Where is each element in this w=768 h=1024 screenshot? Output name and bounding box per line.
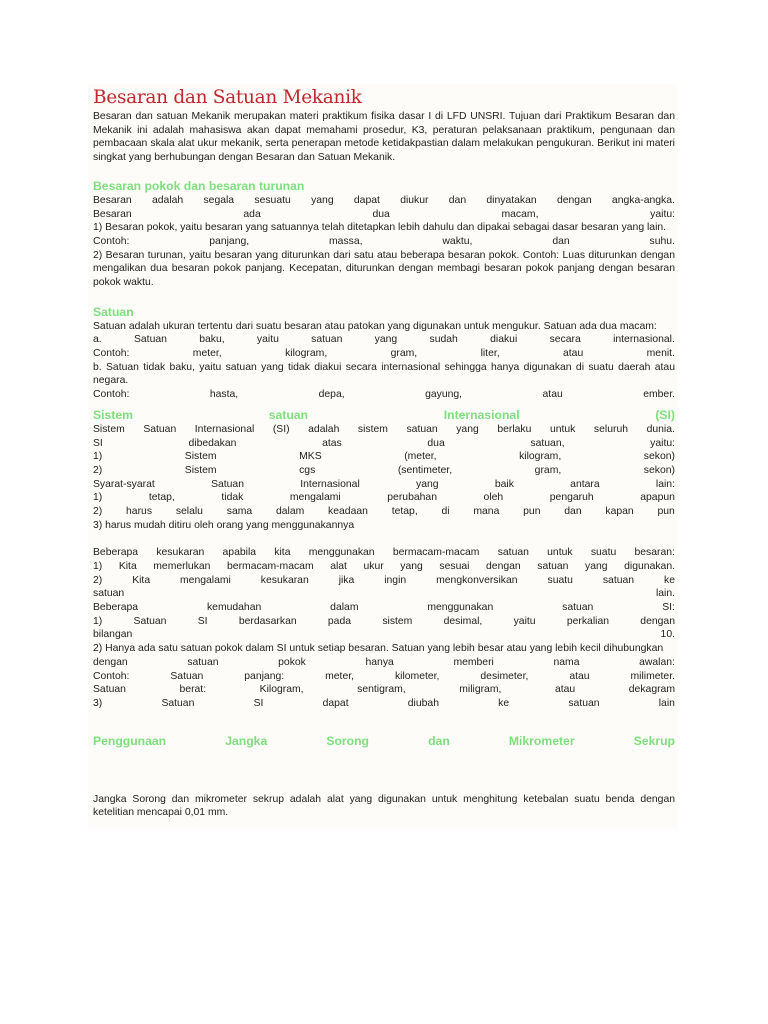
word: SI: <box>662 602 675 614</box>
word: satuan <box>311 334 343 346</box>
word: mana <box>473 505 500 517</box>
word: Besaran <box>93 194 132 206</box>
word: Satuan <box>133 334 167 346</box>
satuan-tidak-baku-paragraph: b. Satuan tidak baku, yaitu satuan yang tidak diakui secara internasional sehingga hanya digunakan di suatu daerah atau negara. <box>93 361 675 387</box>
word: dua <box>427 437 445 449</box>
word: dalam <box>275 505 305 517</box>
word: dengan <box>486 561 521 573</box>
word: kita <box>274 547 291 559</box>
word: alat <box>330 561 347 573</box>
word: atau <box>569 670 590 682</box>
text-line <box>93 347 675 361</box>
intro-paragraph: Besaran dan satuan Mekanik merupakan materi praktikum fisika dasar I di LFD UNSRI. Tujuan dari Praktikum Besaran dan Mekanik ini adalah mahasiswa akan dapat memahami prosedur, K3, peraturan pelaksanaan praktikum, pengunaan dan pembacaan skala alat ukur mekanik, serta penerapan metode ketidakpastian dalam melakukan pengukuran. Berikut ini materi singkat yang berhubungan dengan Besaran dan Satuan Mekanik. <box>93 111 675 164</box>
word: selalu <box>175 505 203 517</box>
word: panjang: <box>244 670 285 682</box>
text-line <box>93 491 675 505</box>
besaran-turunan-paragraph: 2) Besaran turunan, yaitu besaran yang diturunkan dari satu atau beberapa besaran pokok. Contoh: Luas diturunkan dengan mengalikan dua besaran pokok panjang. Kecepatan, diturunkan dengan membagi besaran pokok panjang dengan besaran pokok waktu. <box>93 249 675 288</box>
heading-word: Internasional <box>443 407 520 422</box>
word: diakui <box>490 334 518 346</box>
heading-si <box>93 408 675 423</box>
word: satuan <box>602 574 635 586</box>
word: atau <box>542 389 563 401</box>
word: yaitu: <box>650 208 675 220</box>
word: kapan <box>605 505 634 517</box>
word: yang <box>416 478 439 490</box>
word: tidak <box>221 492 244 504</box>
word: berlaku <box>497 423 532 435</box>
text-line <box>93 628 675 642</box>
word: suatu <box>590 547 617 559</box>
word: ukur <box>363 561 384 573</box>
si-lines-2 <box>93 546 675 710</box>
word: Besaran <box>93 208 132 220</box>
text-line: 3) harus mudah ditiru oleh orang yang menggunakannya <box>93 519 355 531</box>
word: meter, <box>325 670 354 682</box>
word: satuan <box>537 561 569 573</box>
word: segala <box>203 194 235 206</box>
word: mengkonversikan <box>436 574 518 586</box>
word: diukur <box>400 194 429 206</box>
word: dengan <box>640 615 675 627</box>
besaran-lines <box>93 194 675 249</box>
word: satuan, <box>530 437 565 449</box>
word: nama <box>553 656 580 668</box>
word: apabila <box>222 547 257 559</box>
word: dunia. <box>646 423 675 435</box>
heading-word: Sorong <box>326 733 369 748</box>
word: satuan <box>497 547 529 559</box>
spacer <box>93 749 675 793</box>
word: secara <box>549 334 581 346</box>
word: kemudahan <box>206 602 262 614</box>
word: yaitu <box>256 334 279 346</box>
word: 2) <box>93 505 103 517</box>
word: SI <box>93 437 103 449</box>
text-line <box>93 656 675 670</box>
word: perkalian <box>566 615 610 627</box>
word: Contoh: <box>93 235 130 247</box>
text-line: Satuan adalah ukuran tertentu dari suatu besaran atau patokan yang digunakan untuk mengukur. Satuan ada dua macam: <box>93 320 657 332</box>
word: depa, <box>318 389 345 401</box>
word: Beberapa <box>93 602 139 614</box>
word: sesuatu <box>254 194 291 206</box>
word: milimeter. <box>630 670 675 682</box>
word: Contoh: <box>93 670 130 682</box>
word: mengalami <box>289 492 341 504</box>
word: Sistem <box>184 451 217 463</box>
word: bermacam-macam <box>227 561 314 573</box>
word: sentigram, <box>357 684 406 696</box>
word: ember. <box>643 389 675 401</box>
word: Kilogram, <box>259 684 304 696</box>
text-line <box>93 437 675 451</box>
word: besaran: <box>634 547 675 559</box>
page-title: Besaran dan Satuan Mekanik <box>93 87 362 108</box>
word: yang <box>585 561 608 573</box>
word: (meter, <box>404 451 437 463</box>
word: yang <box>374 334 398 346</box>
word: baik <box>494 478 514 490</box>
heading-word: Jangka <box>225 733 268 748</box>
word: dan <box>448 194 467 206</box>
word: bilangan <box>93 629 133 641</box>
word: dan <box>564 505 582 517</box>
word: atas <box>322 437 342 449</box>
word: pun <box>657 505 675 517</box>
word: 10. <box>660 629 675 641</box>
text-line <box>93 683 675 697</box>
word: pokok <box>278 656 306 668</box>
word: Contoh: <box>93 348 130 360</box>
word: Contoh: <box>93 389 130 401</box>
text-line <box>93 560 675 574</box>
word: ke <box>498 697 510 709</box>
word: dan <box>552 235 570 247</box>
heading-word: Penggunaan <box>93 733 167 748</box>
word: gram, <box>534 464 562 476</box>
word: yaitu: <box>650 437 675 449</box>
word: diubah <box>407 697 439 709</box>
heading-word: dan <box>428 733 450 748</box>
word: bermacam-macam <box>392 547 480 559</box>
text-line <box>93 235 675 249</box>
word: dinyatakan <box>486 194 537 206</box>
satuan-contoh-line <box>93 388 675 402</box>
word: suatu <box>547 574 573 586</box>
si-lines <box>93 423 675 533</box>
word: 2) <box>93 574 103 586</box>
word: hanya <box>365 656 394 668</box>
word: dapat <box>322 697 349 709</box>
word: mengalami <box>180 574 231 586</box>
text-line <box>93 574 675 588</box>
word: sekon) <box>643 451 675 463</box>
heading-word: Sistem <box>93 407 133 422</box>
word: SI <box>253 697 264 709</box>
word: 1) <box>93 451 103 463</box>
word: sudah <box>429 334 458 346</box>
heading-word: Mikrometer <box>508 733 575 748</box>
word: waktu, <box>442 235 473 247</box>
word: antara <box>570 478 600 490</box>
word: cgs <box>299 464 316 476</box>
word: pun <box>523 505 541 517</box>
word: atau <box>563 348 584 360</box>
word: yaitu <box>513 615 536 627</box>
heading-satuan: Satuan <box>93 304 134 319</box>
word: 1) <box>93 615 103 627</box>
word: Satuan <box>170 670 204 682</box>
word: miligram, <box>459 684 502 696</box>
word: SI <box>197 615 208 627</box>
word: desimal, <box>443 615 483 627</box>
word: dibedakan <box>188 437 237 449</box>
word: Sistem <box>184 464 217 476</box>
word: sekon) <box>643 464 675 476</box>
word: meter, <box>192 348 222 360</box>
word: atau <box>554 684 576 696</box>
text-line <box>93 587 675 601</box>
word: yang <box>400 561 423 573</box>
text-line <box>93 388 675 402</box>
word: berdasarkan <box>238 615 297 627</box>
word: lain. <box>655 588 675 600</box>
word: suhu. <box>649 235 675 247</box>
word: Internasional <box>194 423 255 435</box>
word: satuan <box>187 656 219 668</box>
word: dengan <box>556 194 592 206</box>
word: internasional. <box>613 334 675 346</box>
text-line <box>93 546 675 560</box>
word: adalah <box>151 194 184 206</box>
spacer <box>93 532 675 546</box>
word: 1) <box>93 561 103 573</box>
word: Sistem <box>93 423 125 435</box>
word: Satuan <box>161 697 195 709</box>
word: oleh <box>483 492 504 504</box>
word: desimeter, <box>480 670 529 682</box>
word: ingin <box>384 574 407 586</box>
word: (sentimeter, <box>397 464 453 476</box>
word: pada <box>327 615 352 627</box>
word: memerlukan <box>153 561 211 573</box>
text-line <box>93 601 675 615</box>
text-line: 2) Hanya ada satu satuan pokok dalam SI untuk setiap besaran. Satuan yang lebih besar atau yang lebih kecil dihubungkan <box>93 643 664 655</box>
word: Satuan <box>143 423 177 435</box>
word: Kita <box>132 574 151 586</box>
text-line <box>93 464 675 478</box>
word: sistem <box>382 615 413 627</box>
word: sesuai <box>439 561 470 573</box>
jangka-paragraph: Jangka Sorong dan mikrometer sekrup adalah alat yang digunakan untuk menghitung ketebalan suatu benda dengan ketelitian mencapai 0,01 mm. <box>93 793 675 819</box>
word: apapun <box>640 492 675 504</box>
heading-word: Sekrup <box>633 733 675 748</box>
text-line <box>93 670 675 684</box>
word: lain: <box>655 478 675 490</box>
word: satuan <box>406 423 438 435</box>
word: seluruh <box>593 423 629 435</box>
heading-besaran: Besaran pokok dan besaran turunan <box>93 178 305 193</box>
document-content <box>93 87 675 820</box>
word: Beberapa <box>93 547 139 559</box>
word: sama <box>226 505 253 517</box>
word: digunakan. <box>624 561 675 573</box>
word: panjang, <box>209 235 250 247</box>
word: menggunakan <box>427 602 494 614</box>
word: dalam <box>330 602 359 614</box>
heading-jangka-sorong <box>93 734 675 749</box>
word: gram, <box>390 348 418 360</box>
text-line <box>93 478 675 492</box>
word: dekagram <box>628 684 675 696</box>
word: angka-angka. <box>611 194 675 206</box>
word: dua <box>372 208 390 220</box>
word: menit. <box>646 348 675 360</box>
heading-word: (SI) <box>655 407 675 422</box>
word: 3) <box>93 697 103 709</box>
word: adalah <box>308 423 340 435</box>
word: sistem <box>357 423 388 435</box>
word: ke <box>664 574 675 586</box>
word: MKS <box>299 451 322 463</box>
word: jika <box>338 574 355 586</box>
word: Satuan <box>93 684 126 696</box>
word: Internasional <box>300 478 360 490</box>
word: dengan <box>93 656 128 668</box>
text-line <box>93 333 675 347</box>
word: harus <box>126 505 153 517</box>
word: memberi <box>453 656 494 668</box>
word: kesukaran <box>260 574 309 586</box>
text-line <box>93 505 675 519</box>
word: 2) <box>93 464 103 476</box>
word: keadaan <box>328 505 368 517</box>
word: hasta, <box>209 389 239 401</box>
word: kilogram, <box>519 451 562 463</box>
text-line <box>93 697 675 711</box>
text-line: 1) Besaran pokok, yaitu besaran yang satuannya telah ditetapkan lebih dahulu dan dipakai sebagai dasar besaran yang lain. <box>93 222 667 234</box>
word: macam, <box>501 208 539 220</box>
word: a. <box>93 334 102 346</box>
word: baku, <box>199 334 225 346</box>
word: kilometer, <box>394 670 440 682</box>
word: untuk <box>547 547 573 559</box>
word: satuan <box>562 602 594 614</box>
word: yang <box>311 194 334 206</box>
word: tetap, <box>391 505 418 517</box>
word: kilogram, <box>285 348 328 360</box>
word: berat: <box>179 684 207 696</box>
word: dapat <box>353 194 380 206</box>
word: gayung, <box>425 389 463 401</box>
word: Satuan <box>211 478 244 490</box>
text-line <box>93 615 675 629</box>
word: perubahan <box>387 492 437 504</box>
word: Syarat-syarat <box>93 478 155 490</box>
word: liter, <box>480 348 500 360</box>
word: 1) <box>93 492 103 504</box>
word: ada <box>243 208 261 220</box>
word: tetap, <box>148 492 175 504</box>
word: Kita <box>118 561 137 573</box>
word: massa, <box>329 235 363 247</box>
text-line <box>93 208 675 222</box>
word: satuan <box>93 588 125 600</box>
heading-word: satuan <box>268 407 308 422</box>
text-line <box>93 194 675 208</box>
word: pengaruh <box>549 492 594 504</box>
satuan-lines <box>93 320 675 361</box>
word: (SI) <box>272 423 290 435</box>
word: yang <box>456 423 479 435</box>
word: satuan <box>568 697 600 709</box>
word: di <box>441 505 450 517</box>
word: Satuan <box>133 615 167 627</box>
word: awalan: <box>639 656 675 668</box>
text-line <box>93 423 675 437</box>
word: menggunakan <box>308 547 375 559</box>
word: untuk <box>549 423 576 435</box>
word: kesukaran <box>156 547 205 559</box>
text-line <box>93 450 675 464</box>
word: lain <box>658 697 675 709</box>
